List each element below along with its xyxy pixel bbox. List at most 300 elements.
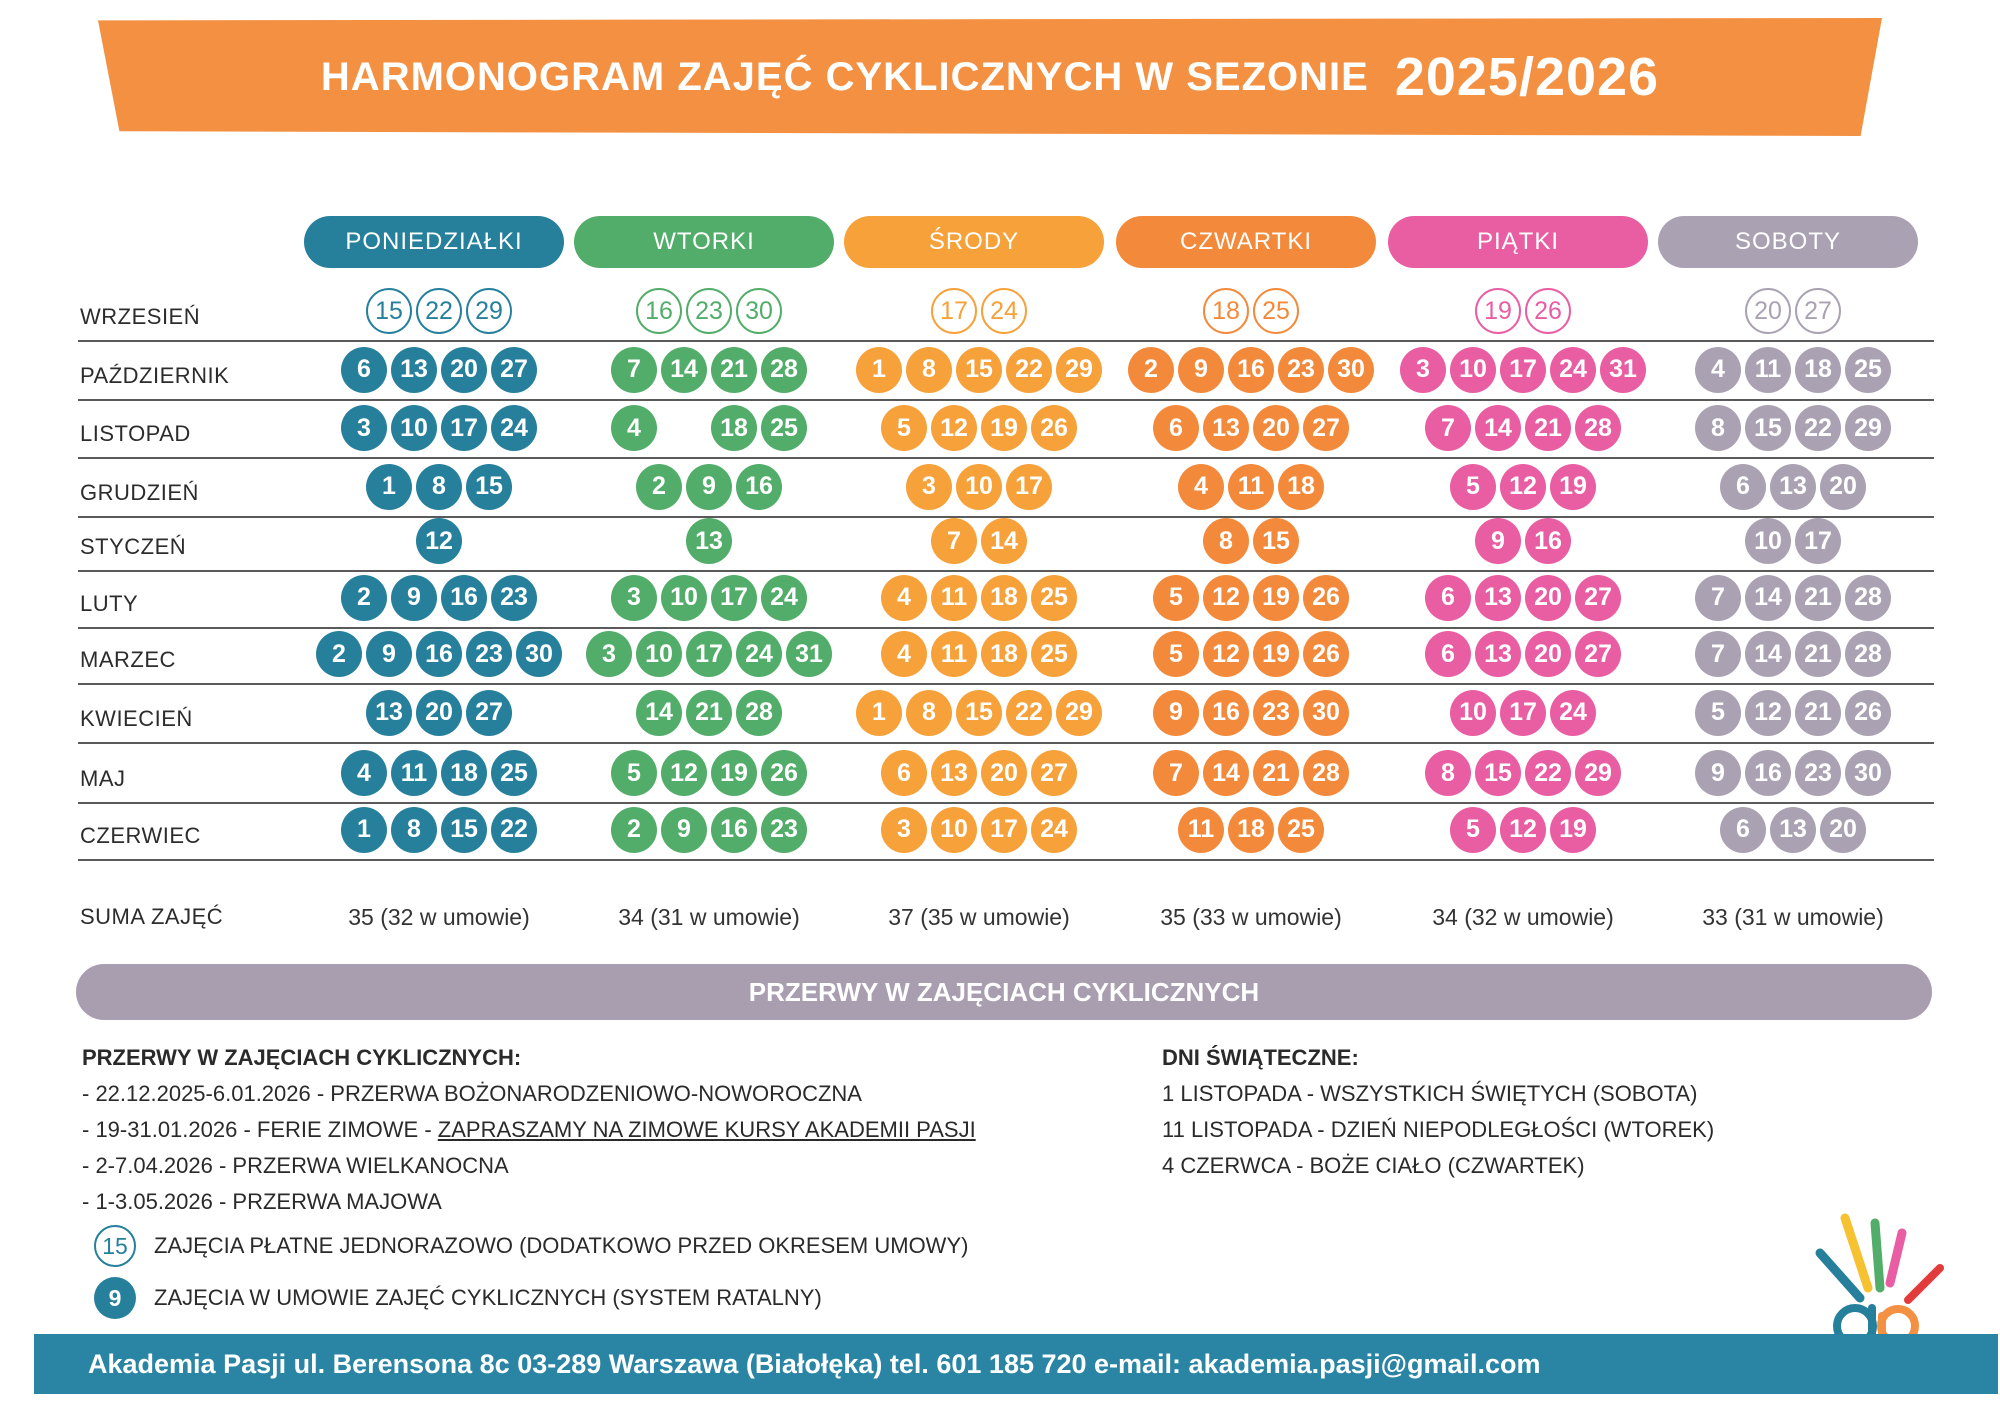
date-dot: 16 <box>711 807 757 853</box>
date-dot: 25 <box>1845 347 1891 393</box>
day-cell <box>848 514 1110 568</box>
date-dot: 25 <box>1031 575 1077 621</box>
date-dot: 9 <box>391 575 437 621</box>
date-dot: 29 <box>1575 750 1621 796</box>
date-dot: 13 <box>931 750 977 796</box>
day-cell <box>848 343 1110 397</box>
legend-outline-dot: 15 <box>94 1225 136 1267</box>
date-dot: 12 <box>1745 690 1791 736</box>
day-header: WTORKI <box>574 216 834 268</box>
sum-value: 37 (35 w umowie) <box>888 904 1070 930</box>
day-cell <box>1392 343 1654 397</box>
day-cell <box>578 460 840 514</box>
month-label: CZERWIEC <box>80 822 201 848</box>
date-dot: 8 <box>1425 750 1471 796</box>
day-cell <box>1120 284 1382 338</box>
logo-stroke <box>1875 1223 1880 1288</box>
date-dot: 25 <box>1031 631 1077 677</box>
date-dot: 11 <box>391 750 437 796</box>
date-dot: 23 <box>1253 690 1299 736</box>
date-dot: 20 <box>1525 575 1571 621</box>
date-dot: 22 <box>491 807 537 853</box>
date-dot: 26 <box>761 750 807 796</box>
day-header: SOBOTY <box>1658 216 1918 268</box>
date-dot: 29 <box>1056 690 1102 736</box>
day-cell <box>578 686 840 740</box>
date-dot: 26 <box>1303 575 1349 621</box>
date-dot: 19 <box>1253 575 1299 621</box>
legend-filled-text: ZAJĘCIA W UMOWIE ZAJĘĆ CYKLICZNYCH (SYSTEM RATALNY) <box>154 1285 822 1310</box>
day-cell <box>1392 571 1654 625</box>
day-header: PIĄTKI <box>1388 216 1648 268</box>
row-divider <box>78 859 1934 861</box>
break-item: - 1-3.05.2026 - PRZERWA MAJOWA <box>82 1189 442 1214</box>
day-cell <box>308 460 570 514</box>
date-dot: 8 <box>1695 405 1741 451</box>
date-dot: 3 <box>341 405 387 451</box>
date-dot: 23 <box>491 575 537 621</box>
date-dot: 13 <box>1203 405 1249 451</box>
date-dot: 24 <box>1550 347 1596 393</box>
day-cell <box>308 803 570 857</box>
day-cell <box>308 571 570 625</box>
date-dot: 19 <box>1550 464 1596 510</box>
date-dot: 22 <box>1006 690 1052 736</box>
date-dot: 1 <box>856 690 902 736</box>
date-dot: 15 <box>1475 750 1521 796</box>
date-dot: 8 <box>906 347 952 393</box>
date-dot: 9 <box>1475 518 1521 564</box>
date-dot: 10 <box>1450 690 1496 736</box>
legend-outline-text: ZAJĘCIA PŁATNE JEDNORAZOWO (DODATKOWO PRZED OKRESEM UMOWY) <box>154 1233 969 1258</box>
date-dot: 15 <box>956 690 1002 736</box>
date-dot: 30 <box>516 631 562 677</box>
day-cell <box>848 284 1110 338</box>
date-dot: 28 <box>1575 405 1621 451</box>
date-dot: 19 <box>1550 807 1596 853</box>
date-dot: 26 <box>1303 631 1349 677</box>
date-dot: 30 <box>736 288 782 334</box>
day-cell <box>1662 803 1924 857</box>
date-dot: 18 <box>1795 347 1841 393</box>
date-dot: 11 <box>931 575 977 621</box>
date-dot: 25 <box>491 750 537 796</box>
date-dot: 24 <box>491 405 537 451</box>
date-dot: 14 <box>1745 631 1791 677</box>
date-dot: 30 <box>1328 347 1374 393</box>
date-dot: 5 <box>1153 631 1199 677</box>
day-cell <box>578 401 840 455</box>
date-dot: 22 <box>416 288 462 334</box>
date-dot: 17 <box>981 807 1027 853</box>
holiday-item: 11 LISTOPADA - DZIEŃ NIEPODLEGŁOŚCI (WTOREK) <box>1162 1117 1715 1142</box>
date-dot: 6 <box>341 347 387 393</box>
day-cell <box>1662 284 1924 338</box>
date-dot: 21 <box>1795 690 1841 736</box>
day-cell <box>848 627 1110 681</box>
date-dot: 5 <box>881 405 927 451</box>
day-cell <box>308 627 570 681</box>
date-dot: 25 <box>1253 288 1299 334</box>
date-dot: 15 <box>956 347 1002 393</box>
date-dot: 28 <box>761 347 807 393</box>
date-dot: 27 <box>491 347 537 393</box>
date-dot: 14 <box>1203 750 1249 796</box>
title-season: 2025/2026 <box>1394 47 1660 107</box>
date-dot: 26 <box>1525 288 1571 334</box>
date-dot: 16 <box>1745 750 1791 796</box>
sum-label: SUMA ZAJĘĆ <box>80 904 224 929</box>
date-dot: 20 <box>1820 807 1866 853</box>
day-cell <box>1392 460 1654 514</box>
day-cell <box>848 460 1110 514</box>
date-dot: 3 <box>881 807 927 853</box>
date-dot: 20 <box>416 690 462 736</box>
date-dot: 20 <box>441 347 487 393</box>
date-dot: 28 <box>1303 750 1349 796</box>
day-cell <box>848 401 1110 455</box>
date-dot: 3 <box>586 631 632 677</box>
date-dot: 4 <box>1178 464 1224 510</box>
day-cell <box>1120 401 1382 455</box>
date-dot: 6 <box>1425 575 1471 621</box>
break-item-text: - 19-31.01.2026 - FERIE ZIMOWE - <box>82 1117 438 1142</box>
date-dot: 12 <box>1500 807 1546 853</box>
date-dot: 1 <box>856 347 902 393</box>
date-dot: 17 <box>1795 518 1841 564</box>
date-dot: 18 <box>1228 807 1274 853</box>
day-cell <box>1120 627 1382 681</box>
date-dot: 17 <box>711 575 757 621</box>
sum-value: 35 (32 w umowie) <box>348 904 530 930</box>
date-dot: 18 <box>1203 288 1249 334</box>
legend-outline <box>92 1225 968 1267</box>
date-dot: 10 <box>956 464 1002 510</box>
date-dot: 19 <box>711 750 757 796</box>
sum-value: 35 (33 w umowie) <box>1160 904 1342 930</box>
date-dot: 13 <box>686 518 732 564</box>
date-dot: 27 <box>1031 750 1077 796</box>
day-cell <box>1662 571 1924 625</box>
date-dot: 28 <box>1845 575 1891 621</box>
date-dot: 22 <box>1525 750 1571 796</box>
date-dot: 4 <box>1695 347 1741 393</box>
sum-value: 34 (31 w umowie) <box>618 904 800 930</box>
date-dot: 14 <box>636 690 682 736</box>
date-dot: 27 <box>1575 575 1621 621</box>
date-dot: 15 <box>366 288 412 334</box>
date-dot: 27 <box>1303 405 1349 451</box>
date-dot: 10 <box>1745 518 1791 564</box>
date-dot: 15 <box>1745 405 1791 451</box>
day-cell <box>1392 686 1654 740</box>
date-dot: 2 <box>341 575 387 621</box>
date-dot: 14 <box>661 347 707 393</box>
date-dot: 10 <box>1450 347 1496 393</box>
winter-courses-link[interactable]: ZAPRASZAMY NA ZIMOWE KURSY AKADEMII PASJI <box>437 1117 976 1142</box>
date-dot: 27 <box>466 690 512 736</box>
date-dot: 27 <box>1575 631 1621 677</box>
date-dot: 7 <box>1695 631 1741 677</box>
date-dot: 17 <box>686 631 732 677</box>
holiday-item: 4 CZERWCA - BOŻE CIAŁO (CZWARTEK) <box>1162 1153 1585 1178</box>
date-dot: 8 <box>906 690 952 736</box>
date-dot: 2 <box>636 464 682 510</box>
day-cell <box>578 746 840 800</box>
date-dot: 16 <box>636 288 682 334</box>
day-cell <box>1662 686 1924 740</box>
date-dot: 6 <box>1153 405 1199 451</box>
date-dot: 4 <box>611 405 657 451</box>
date-dot: 17 <box>931 288 977 334</box>
break-item: - 2-7.04.2026 - PRZERWA WIELKANOCNA <box>82 1153 509 1178</box>
date-dot: 3 <box>611 575 657 621</box>
day-cell <box>308 343 570 397</box>
day-cell <box>578 514 840 568</box>
date-dot: 1 <box>341 807 387 853</box>
date-dot: 23 <box>686 288 732 334</box>
date-dot: 5 <box>1450 464 1496 510</box>
date-dot: 6 <box>881 750 927 796</box>
date-dot: 4 <box>881 631 927 677</box>
date-dot: 4 <box>341 750 387 796</box>
date-dot: 14 <box>1475 405 1521 451</box>
date-dot: 26 <box>1845 690 1891 736</box>
date-dot: 30 <box>1303 690 1349 736</box>
date-dot: 2 <box>316 631 362 677</box>
day-cell <box>1662 746 1924 800</box>
date-dot: 5 <box>611 750 657 796</box>
logo-stroke <box>1890 1233 1902 1283</box>
date-dot: 30 <box>1845 750 1891 796</box>
date-dot: 13 <box>1770 807 1816 853</box>
row-divider <box>78 742 1934 744</box>
date-dot: 9 <box>1153 690 1199 736</box>
date-dot: 7 <box>611 347 657 393</box>
date-dot: 3 <box>1400 347 1446 393</box>
date-dot: 24 <box>1031 807 1077 853</box>
date-dot: 6 <box>1720 807 1766 853</box>
day-cell <box>1120 571 1382 625</box>
month-label: MARZEC <box>80 647 176 672</box>
date-dot: 16 <box>416 631 462 677</box>
day-cell <box>848 746 1110 800</box>
date-dot: 2 <box>611 807 657 853</box>
day-cell <box>1392 284 1654 338</box>
holiday-item: 1 LISTOPADA - WSZYSTKICH ŚWIĘTYCH (SOBOTA) <box>1162 1081 1698 1106</box>
date-dot: 13 <box>1475 575 1521 621</box>
day-cell <box>1662 460 1924 514</box>
date-dot: 10 <box>661 575 707 621</box>
date-dot: 13 <box>1475 631 1521 677</box>
breaks-heading: PRZERWY W ZAJĘCIACH CYKLICZNYCH: <box>82 1045 522 1070</box>
date-dot: 23 <box>1795 750 1841 796</box>
date-dot: 14 <box>1745 575 1791 621</box>
date-dot: 7 <box>1153 750 1199 796</box>
day-cell <box>1392 514 1654 568</box>
date-dot: 3 <box>906 464 952 510</box>
day-cell <box>1120 460 1382 514</box>
breaks-bar: PRZERWY W ZAJĘCIACH CYKLICZNYCH <box>76 964 1932 1020</box>
day-cell <box>1120 746 1382 800</box>
date-dot: 17 <box>441 405 487 451</box>
day-cell <box>1662 514 1924 568</box>
day-cell <box>1120 686 1382 740</box>
date-dot: 10 <box>931 807 977 853</box>
date-dot: 29 <box>1056 347 1102 393</box>
date-dot: 5 <box>1153 575 1199 621</box>
date-dot: 9 <box>686 464 732 510</box>
date-dot: 1 <box>366 464 412 510</box>
date-dot: 9 <box>661 807 707 853</box>
date-dot: 10 <box>391 405 437 451</box>
date-dot: 9 <box>1178 347 1224 393</box>
date-dot: 20 <box>1253 405 1299 451</box>
month-label: GRUDZIEŃ <box>80 479 199 505</box>
date-dot: 9 <box>366 631 412 677</box>
day-header: ŚRODY <box>844 216 1104 268</box>
date-dot: 22 <box>1006 347 1052 393</box>
date-dot: 13 <box>391 347 437 393</box>
date-dot: 21 <box>1795 575 1841 621</box>
day-cell <box>1392 746 1654 800</box>
day-cell <box>1392 401 1654 455</box>
date-dot: 29 <box>1845 405 1891 451</box>
break-item: - 22.12.2025-6.01.2026 - PRZERWA BOŻONARODZENIOWO-NOWOROCZNA <box>82 1081 862 1106</box>
sum-value: 33 (31 w umowie) <box>1702 904 1884 930</box>
date-dot: 21 <box>1253 750 1299 796</box>
date-dot: 2 <box>1128 347 1174 393</box>
date-dot: 8 <box>1203 518 1249 564</box>
breaks-list <box>82 1040 976 1220</box>
date-dot: 19 <box>1253 631 1299 677</box>
date-dot: 11 <box>1228 464 1274 510</box>
date-dot: 21 <box>686 690 732 736</box>
break-item <box>82 1112 976 1148</box>
date-dot: 15 <box>441 807 487 853</box>
date-dot: 18 <box>441 750 487 796</box>
date-dot: 17 <box>1500 690 1546 736</box>
date-dot: 16 <box>736 464 782 510</box>
logo-stroke <box>1845 1218 1868 1288</box>
date-dot: 15 <box>1253 518 1299 564</box>
date-dot: 16 <box>1228 347 1274 393</box>
day-cell <box>1392 627 1654 681</box>
day-cell <box>308 284 570 338</box>
date-dot: 15 <box>466 464 512 510</box>
date-dot: 12 <box>416 518 462 564</box>
date-dot: 7 <box>1695 575 1741 621</box>
date-dot: 27 <box>1795 288 1841 334</box>
date-dot: 5 <box>1695 690 1741 736</box>
date-dot: 19 <box>1475 288 1521 334</box>
date-dot: 11 <box>1178 807 1224 853</box>
legend-filled-dot: 9 <box>94 1277 136 1319</box>
legend-filled <box>92 1277 822 1319</box>
date-gap <box>661 405 707 451</box>
day-cell <box>578 803 840 857</box>
day-cell <box>1662 627 1924 681</box>
date-dot: 28 <box>736 690 782 736</box>
day-header: PONIEDZIAŁKI <box>304 216 564 268</box>
day-cell <box>578 627 840 681</box>
title-main: HARMONOGRAM ZAJĘĆ CYKLICZNYCH W SEZONIE <box>320 54 1369 99</box>
date-dot: 25 <box>761 405 807 451</box>
date-dot: 11 <box>931 631 977 677</box>
date-dot: 14 <box>981 518 1027 564</box>
date-dot: 6 <box>1720 464 1766 510</box>
date-dot: 21 <box>1795 631 1841 677</box>
date-dot: 23 <box>761 807 807 853</box>
day-cell <box>308 401 570 455</box>
day-cell <box>308 746 570 800</box>
date-dot: 11 <box>1745 347 1791 393</box>
date-dot: 19 <box>981 405 1027 451</box>
date-dot: 16 <box>1203 690 1249 736</box>
month-label: MAJ <box>80 766 126 791</box>
day-cell <box>578 343 840 397</box>
day-cell <box>308 686 570 740</box>
date-dot: 8 <box>391 807 437 853</box>
date-dot: 18 <box>981 631 1027 677</box>
date-dot: 23 <box>1278 347 1324 393</box>
day-cell <box>848 571 1110 625</box>
day-cell <box>308 514 570 568</box>
date-dot: 5 <box>1450 807 1496 853</box>
day-cell <box>848 803 1110 857</box>
date-dot: 17 <box>1006 464 1052 510</box>
date-dot: 12 <box>931 405 977 451</box>
date-dot: 28 <box>1845 631 1891 677</box>
date-dot: 25 <box>1278 807 1324 853</box>
day-header: CZWARTKI <box>1116 216 1376 268</box>
month-label: KWIECIEŃ <box>80 705 193 731</box>
date-dot: 24 <box>981 288 1027 334</box>
date-dot: 10 <box>636 631 682 677</box>
month-label: STYCZEŃ <box>80 534 187 559</box>
date-dot: 24 <box>736 631 782 677</box>
date-dot: 8 <box>416 464 462 510</box>
day-cell <box>848 686 1110 740</box>
date-dot: 24 <box>761 575 807 621</box>
day-cell <box>1662 343 1924 397</box>
date-dot: 31 <box>786 631 832 677</box>
date-dot: 7 <box>931 518 977 564</box>
date-dot: 12 <box>1203 631 1249 677</box>
month-label: LISTOPAD <box>80 421 191 446</box>
date-dot: 23 <box>466 631 512 677</box>
month-label: WRZESIEŃ <box>80 304 201 329</box>
date-dot: 31 <box>1600 347 1646 393</box>
date-dot: 12 <box>661 750 707 796</box>
date-dot: 20 <box>1525 631 1571 677</box>
date-dot: 20 <box>1820 464 1866 510</box>
day-cell <box>578 284 840 338</box>
date-dot: 6 <box>1425 631 1471 677</box>
date-dot: 13 <box>366 690 412 736</box>
date-dot: 17 <box>1500 347 1546 393</box>
date-dot: 16 <box>441 575 487 621</box>
date-dot: 20 <box>981 750 1027 796</box>
month-label: PAŹDZIERNIK <box>80 362 230 388</box>
date-dot: 21 <box>711 347 757 393</box>
date-dot: 21 <box>1525 405 1571 451</box>
page-title <box>98 18 1882 136</box>
date-dot: 20 <box>1745 288 1791 334</box>
date-dot: 26 <box>1031 405 1077 451</box>
day-cell <box>578 571 840 625</box>
date-dot: 13 <box>1770 464 1816 510</box>
